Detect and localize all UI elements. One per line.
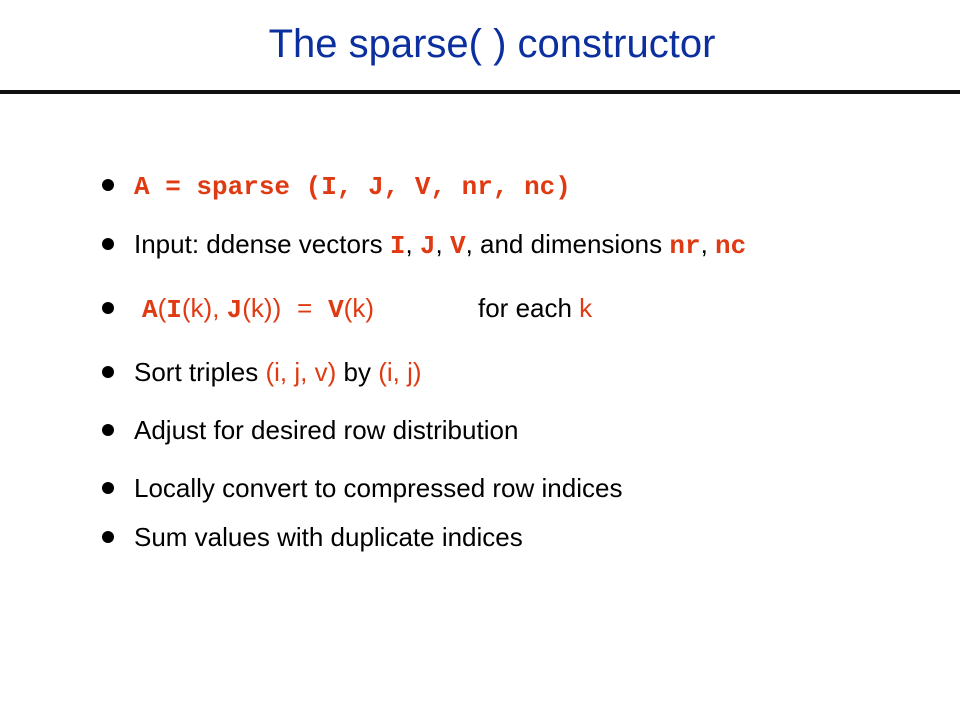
code-equals: = xyxy=(281,295,329,325)
text: , xyxy=(405,229,420,259)
text: Sort triples xyxy=(134,357,266,387)
text: Adjust for desired row distribution xyxy=(134,415,519,445)
bullet-dot xyxy=(102,531,114,543)
text: Sum values with duplicate indices xyxy=(134,522,523,552)
code-V: V xyxy=(328,295,344,325)
bullet-dot xyxy=(102,366,114,378)
bullet-input xyxy=(134,228,746,262)
text: (k)) xyxy=(242,293,282,323)
text: (k), xyxy=(181,293,227,323)
bullet-dot xyxy=(102,302,114,314)
text: Input: ddense vectors xyxy=(134,229,390,259)
bullet-assignment xyxy=(142,292,374,326)
text: (k) xyxy=(343,293,374,323)
text: ( xyxy=(157,293,167,323)
bullet-adjust xyxy=(134,414,518,446)
code-I: I xyxy=(389,231,406,261)
text-k: k xyxy=(579,293,593,323)
code-sparse-call: A = sparse (I, J, V, nr, nc) xyxy=(134,172,571,202)
bullet-dot xyxy=(102,179,114,191)
code-J: J xyxy=(226,295,243,325)
bullet-sum xyxy=(134,521,523,553)
code-I: I xyxy=(166,295,182,325)
bullet-dot xyxy=(102,238,114,250)
text: , and dimensions xyxy=(465,229,670,259)
text-ijv: (i, j, v) xyxy=(265,357,337,387)
text: by xyxy=(336,357,379,387)
code-J: J xyxy=(419,231,436,261)
bullet-dot xyxy=(102,482,114,494)
bullet-sort xyxy=(134,356,422,388)
text: for each xyxy=(478,293,580,323)
slide-title: The sparse( ) constructor xyxy=(268,22,716,66)
title-divider xyxy=(0,90,960,94)
text-ij: (i, j) xyxy=(378,357,422,387)
code-nc: nc xyxy=(715,231,747,261)
for-each-k xyxy=(478,292,592,324)
bullet-dot xyxy=(102,424,114,436)
code-V: V xyxy=(449,231,466,261)
bullet-sparse-call xyxy=(134,169,571,203)
text: , xyxy=(435,229,450,259)
bullet-convert xyxy=(134,472,622,504)
code-A: A xyxy=(142,295,158,325)
text: , xyxy=(700,229,716,259)
code-nr: nr xyxy=(669,231,701,261)
text: Locally convert to compressed row indices xyxy=(134,473,623,503)
assignment-expression xyxy=(142,293,374,323)
